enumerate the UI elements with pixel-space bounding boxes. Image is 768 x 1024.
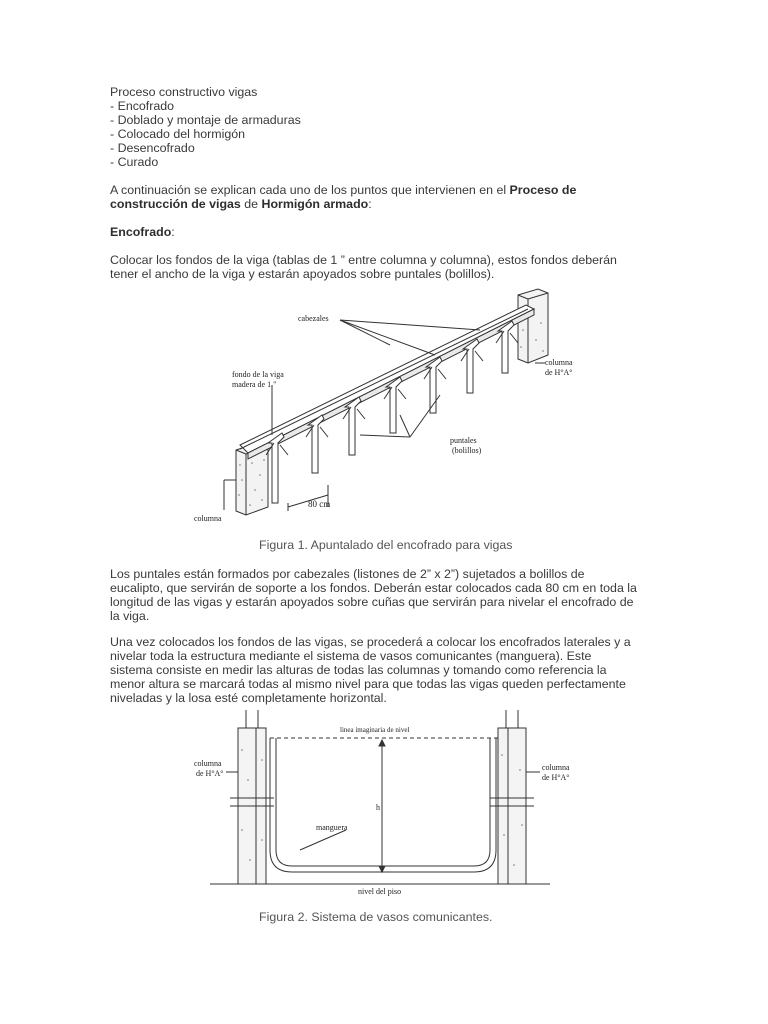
label-h: h [376, 803, 380, 812]
intro-paragraph: A continuación se explican cada uno de los puntos que intervienen en el Proceso de construcción de vigas de Hormigón armado: [110, 183, 577, 211]
list-title: Proceso constructivo vigas [110, 85, 258, 99]
label-fondo-l1: fondo de la viga [232, 370, 284, 379]
label-80cm: 80 cm [308, 499, 331, 509]
label-columna-right-2: de H°A° [542, 773, 570, 782]
figure1-drawing [190, 285, 580, 530]
list-item: - Doblado y montaje de armaduras [110, 113, 301, 127]
label-manguera: manguera [316, 823, 348, 832]
section-heading: Encofrado: [110, 225, 175, 239]
figure2-drawing [190, 710, 580, 900]
list-item: - Desencofrado [110, 141, 195, 155]
label-nivel-piso: nivel del piso [358, 887, 402, 896]
label-columna-r1: columna [545, 358, 573, 367]
label-columna-r2: de H°A° [545, 368, 573, 377]
figure1-caption: Figura 1. Apuntalado del encofrado para vigas [259, 538, 513, 552]
label-cabezales: cabezales [298, 314, 329, 323]
list-item: - Colocado del hormigón [110, 127, 245, 141]
list-item: - Encofrado [110, 99, 175, 113]
nivelacion-paragraph: Una vez colocados los fondos de las vigas, se procederá a colocar los encofrados laterales y a nivelar toda la estructura mediante el sistema de vasos comunicantes (manguera). Este sistema consiste en medir las alturas de todas las columnas y tomando como referencia la menor altura se marcará todas al mismo nivel para que todas las vigas queden perfectamente niveladas y la losa esté completamente horizontal. [110, 635, 631, 705]
label-columna: columna [194, 514, 222, 523]
process-list [110, 85, 645, 169]
label-columna-left-1: columna [194, 759, 222, 768]
label-puntales-l2: (bolillos) [452, 446, 482, 455]
puntales-paragraph: Los puntales están formados por cabezales (listones de 2” x 2”) sujetados a bolillos de eucalipto, que servirán de soporte a los fondos. Deberán estar colocados cada 80 cm en toda la longitud de las vigas y estarán apoyados sobre cuñas que servirán para nivelar el encofrado de la viga. [110, 567, 637, 623]
label-columna-left-2: de H°A° [196, 769, 224, 778]
intro-bold-link: Proceso de [509, 183, 577, 197]
figure2-caption: Figura 2. Sistema de vasos comunicantes. [259, 910, 493, 924]
label-fondo-l2: madera de 1 " [232, 380, 277, 389]
list-item: - Curado [110, 155, 159, 169]
encofrado-paragraph: Colocar los fondos de la viga (tablas de 1 ” entre columna y columna), estos fondos deberán tener el ancho de la viga y estarán apoyados sobre puntales (bolillos). [110, 253, 617, 281]
label-puntales-l1: puntales [450, 436, 477, 445]
label-linea-nivel: linea imaginaria de nivel [340, 726, 410, 734]
label-columna-right-1: columna [542, 763, 570, 772]
